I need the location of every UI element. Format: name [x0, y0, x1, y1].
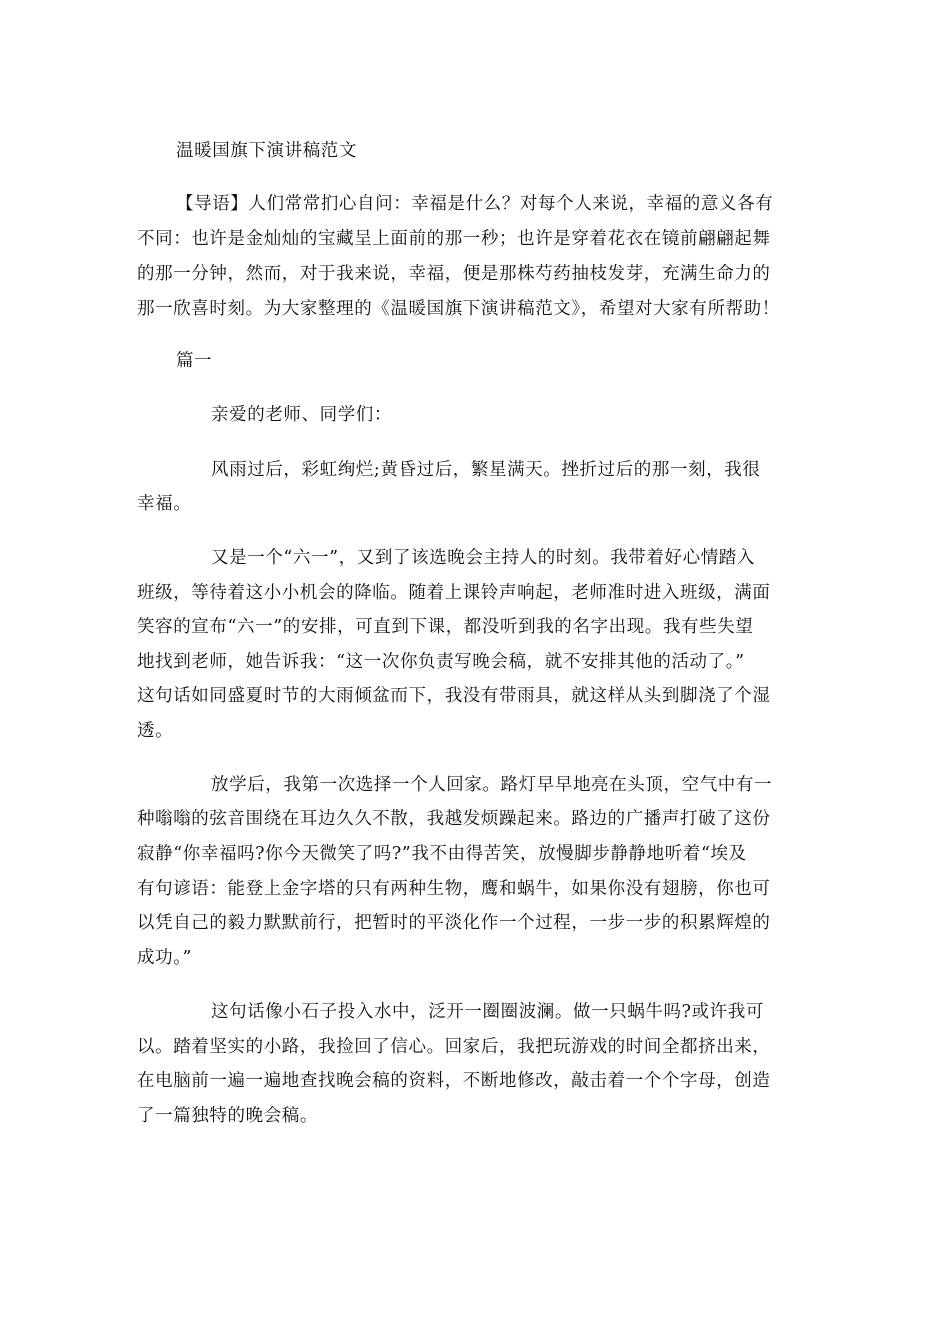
- paragraph-line: 了一篇独特的晚会稿。: [137, 1106, 318, 1126]
- paragraph-line: 这句话像小石子投入水中，泛开一圈圈波澜。做一只蜗牛吗?或许我可: [211, 1002, 764, 1022]
- intro-line: 【导语】人们常常扪心自问：幸福是什么？对每个人来说，幸福的意义各有: [176, 194, 774, 214]
- paragraph-line: 成功。”: [137, 948, 193, 968]
- paragraph-line: 笑容的宣布“六一”的安排，可直到下课，都没听到我的名字出现。我有些失望: [137, 617, 754, 637]
- document-title: 温暖国旗下演讲稿范文: [176, 141, 357, 161]
- intro-line: 不同：也许是金灿灿的宝藏呈上面前的那一秒；也许是穿着花衣在镜前翩翩起舞: [137, 229, 771, 249]
- paragraph-line: 地找到老师，她告诉我：“这一次你负责写晚会稿，就不安排其他的活动了。”: [137, 652, 745, 672]
- paragraph-line: 种嗡嗡的弦音围绕在耳边久久不散，我越发烦躁起来。路边的广播声打破了这份: [137, 809, 771, 829]
- paragraph-line: 这句话如同盛夏时节的大雨倾盆而下，我没有带雨具，就这样从头到脚浇了个湿: [137, 686, 771, 706]
- paragraph-line: 在电脑前一遍一遍地查找晚会稿的资料，不断地修改，敲击着一个个字母，创造: [137, 1071, 771, 1091]
- paragraph-line: 放学后，我第一次选择一个人回家。路灯早早地亮在头顶，空气中有一: [211, 775, 773, 795]
- section-heading: 篇一: [176, 351, 213, 371]
- paragraph-line: 寂静“你幸福吗?你今天微笑了吗?”我不由得苦笑，放慢脚步静静地听着“埃及: [137, 844, 747, 864]
- intro-line: 那一欣喜时刻。为大家整理的《温暖国旗下演讲稿范文》，希望对大家有所帮助！: [137, 299, 780, 319]
- salutation: 亲爱的老师、同学们：: [211, 405, 392, 425]
- paragraph-line: 有句谚语：能登上金字塔的只有两种生物，鹰和蜗牛，如果你没有翅膀，你也可: [137, 879, 771, 899]
- paragraph-line: 以凭自己的毅力默默前行，把暂时的平淡化作一个过程，一步一步的积累辉煌的: [137, 913, 771, 933]
- paragraph-line: 又是一个“六一”，又到了该选晚会主持人的时刻。我带着好心情踏入: [211, 548, 755, 568]
- paragraph-line: 透。: [137, 721, 174, 741]
- intro-line: 的那一分钟，然而，对于我来说，幸福，便是那株芍药抽枝发芽，充满生命力的: [137, 264, 771, 284]
- paragraph-line: 班级，等待着这小小机会的降临。随着上课铃声响起，老师准时进入班级，满面: [137, 583, 771, 603]
- paragraph-line: 以。踏着坚实的小路，我捡回了信心。回家后，我把玩游戏的时间全都挤出来，: [137, 1037, 771, 1057]
- paragraph-line: 风雨过后，彩虹绚烂;黄昏过后，繁星满天。挫折过后的那一刻，我很: [211, 460, 761, 480]
- paragraph-line: 幸福。: [137, 494, 192, 514]
